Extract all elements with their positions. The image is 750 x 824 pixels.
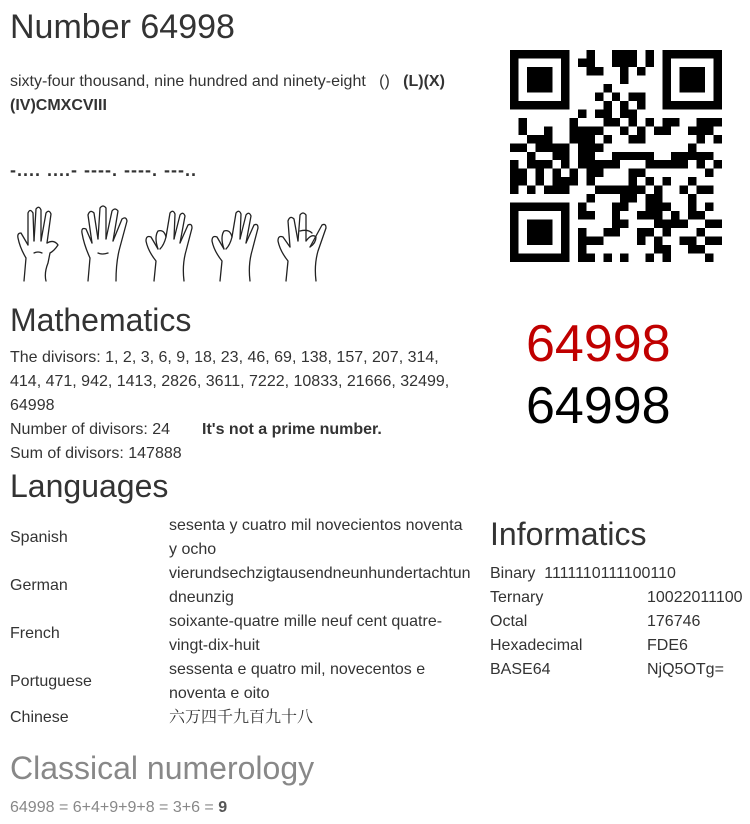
hand-four-icon <box>82 206 127 281</box>
mathematics-heading: Mathematics <box>10 302 192 338</box>
language-value: sesenta y cuatro mil novecientos noventa y ocho <box>169 517 463 558</box>
language-row-german <box>10 562 475 610</box>
language-name: Portuguese <box>10 673 92 690</box>
language-value: sessenta e quatro mil, novecentos e noventa e oito <box>169 661 426 702</box>
prime-status: It's not a prime number. <box>202 421 382 438</box>
number-display-red: 64998 <box>526 315 671 373</box>
binary-row <box>490 562 676 586</box>
language-row-spanish <box>10 514 475 562</box>
language-row-french <box>10 610 475 658</box>
binary-label: Binary <box>490 565 536 582</box>
sum-of-divisors: Sum of divisors: 147888 <box>10 445 182 462</box>
number-in-words <box>10 70 470 118</box>
hand-nine-icon <box>146 211 192 281</box>
words-text: sixty-four thousand, nine hundred and ninety-eight <box>10 73 366 90</box>
language-name: German <box>10 577 68 594</box>
morse-code: -.... ....- ----. ----. ---.. <box>10 160 197 180</box>
words-parens: () <box>379 73 390 90</box>
language-value: soixante-quatre mille neuf cent quatre-vingt-dix-huit <box>169 613 443 654</box>
sign-language-hands <box>14 203 334 283</box>
numerology-sum: 64998 = 6+4+9+9+8 = 3+6 = <box>10 799 214 816</box>
number-of-divisors: Number of divisors: 24 <box>10 421 171 438</box>
binary-value: 1111110111100110 <box>544 565 676 582</box>
numerology-heading: Classical numerology <box>10 750 315 786</box>
info-label: Hexadecimal <box>490 637 583 654</box>
language-value: 六万四千九百九十八 <box>169 709 314 726</box>
info-value: 176746 <box>647 613 701 630</box>
numerology-equation <box>10 796 227 820</box>
info-value: FDE6 <box>647 637 688 654</box>
info-label: Ternary <box>490 589 544 606</box>
hand-eight-icon <box>278 213 326 281</box>
language-value: vierundsechzigtausendneunhundertachtundneunzig <box>169 565 471 606</box>
info-label: Octal <box>490 613 528 630</box>
info-value: NjQ5OTg= <box>647 661 724 678</box>
numerology-result: 9 <box>218 799 228 816</box>
number-display-black: 64998 <box>526 377 671 435</box>
info-label: BASE64 <box>490 661 551 678</box>
divisors-list: The divisors: 1, 2, 3, 6, 9, 18, 23, 46, 69, 138, 157, 207, 314, 414, 471, 942, 1413, 2826, 3611, 7222, 10833, 21666, 32499, 64998 <box>10 349 450 414</box>
hand-six-icon <box>18 207 58 281</box>
hand-nine-icon <box>212 211 258 281</box>
languages-heading: Languages <box>10 468 169 504</box>
language-row-chinese <box>10 706 475 730</box>
language-name: French <box>10 625 60 642</box>
language-name: Chinese <box>10 709 69 726</box>
page-title: Number 64998 <box>10 8 235 46</box>
qr-code-icon <box>510 50 722 262</box>
language-name: Spanish <box>10 529 68 546</box>
info-value: 10022011100 <box>647 589 743 606</box>
informatics-heading: Informatics <box>490 516 647 552</box>
language-row-portuguese <box>10 658 475 706</box>
roman-numeral: (L)(X)(IV)CMXCVIII <box>10 73 445 114</box>
